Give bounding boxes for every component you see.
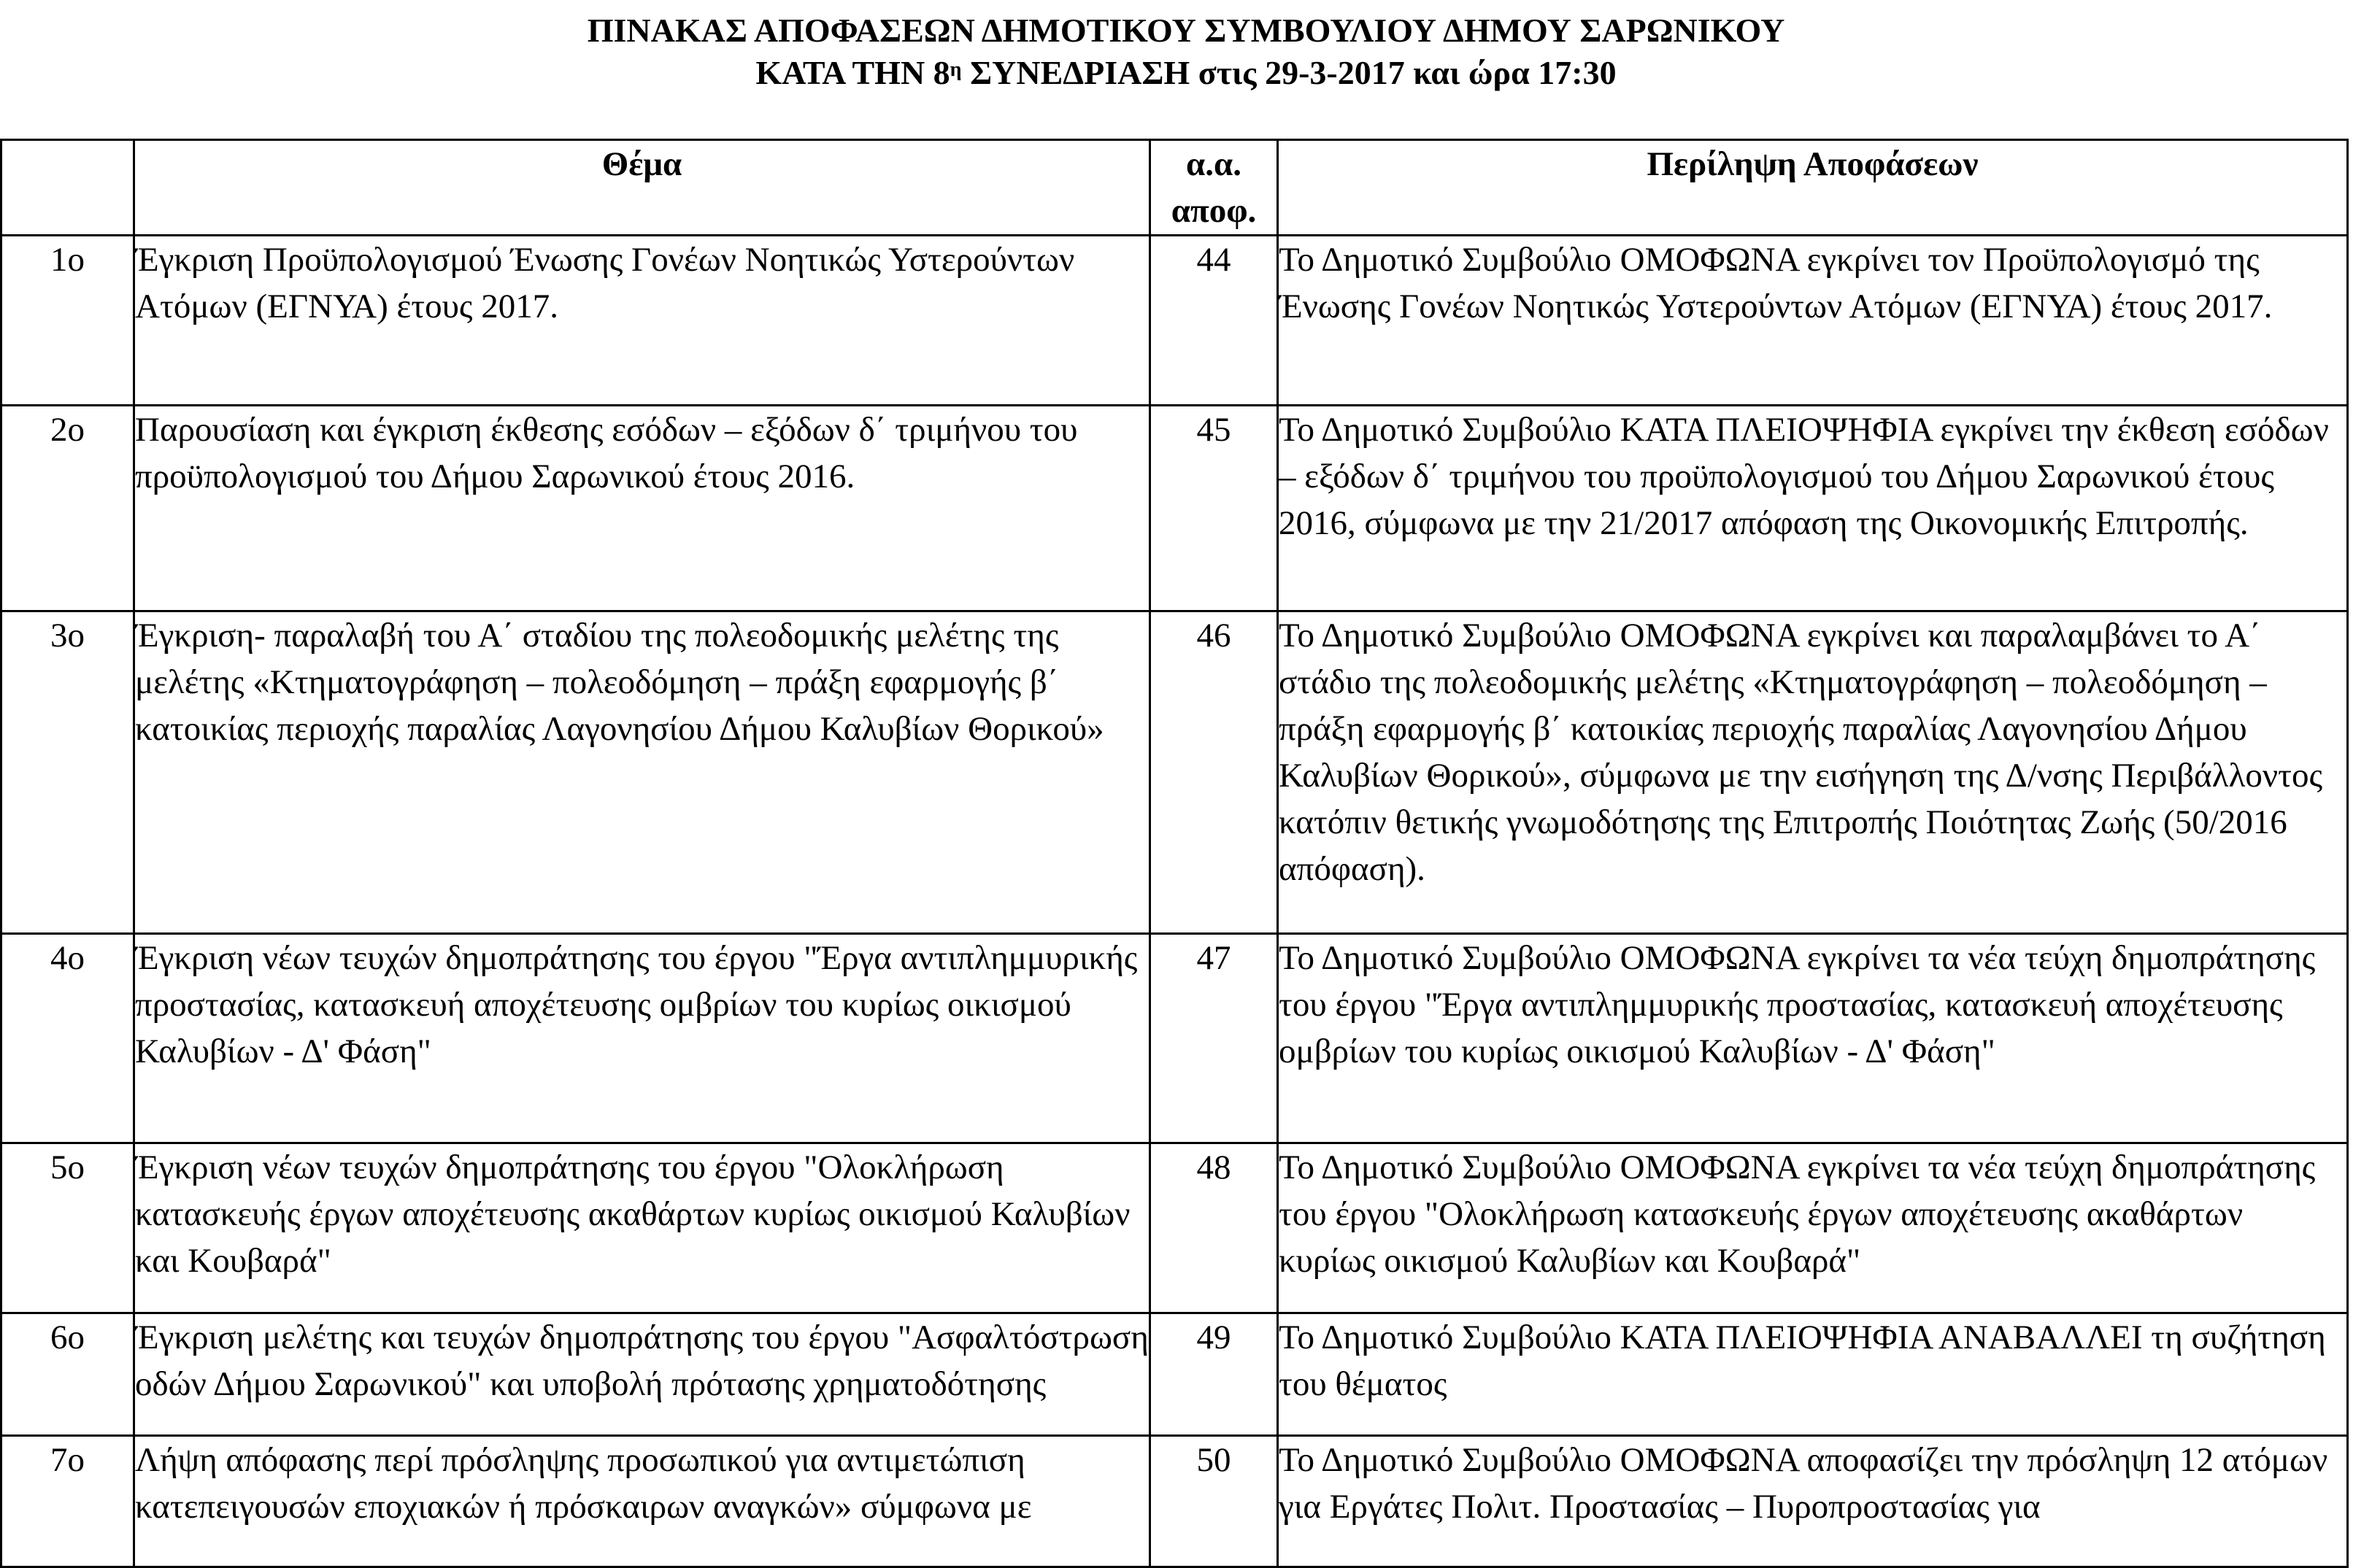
header-decision-number [1150, 140, 1278, 236]
row-number: 6ο [1, 1313, 134, 1436]
row-decision-number: 50 [1150, 1436, 1278, 1567]
row-decision-number: 46 [1150, 611, 1278, 934]
row-summary: Το Δημοτικό Συμβούλιο ΚΑΤΑ ΠΛΕΙΟΨΗΦΙΑ εγκρίνει την έκθεση εσόδων – εξόδων δ΄ τριμήνου του προϋπολογισμού του Δήμου Σαρωνικού έτους 2016, σύμφωνα με την 21/2017 απόφαση της Οικονομικής Επιτροπής. [1278, 406, 2348, 611]
row-number: 5ο [1, 1143, 134, 1313]
table-row [1, 1436, 2348, 1567]
session-subtitle [0, 53, 2372, 93]
row-subject: Έγκριση Προϋπολογισμού Ένωσης Γονέων Νοητικώς Υστερούντων Ατόμων (ΕΓΝΥΑ) έτους 2017. [134, 236, 1150, 406]
table-row [1, 611, 2348, 934]
row-subject: Έγκριση νέων τευχών δημοπράτησης του έργου "Έργα αντιπλημμυρικής προστασίας, κατασκευή αποχέτευσης ομβρίων του κυρίως οικισμού Καλυβίων - Δ' Φάση" [134, 934, 1150, 1143]
row-decision-number: 48 [1150, 1143, 1278, 1313]
table-row [1, 406, 2348, 611]
row-summary: Το Δημοτικό Συμβούλιο ΚΑΤΑ ΠΛΕΙΟΨΗΦΙΑ ΑΝΑΒΑΛΛΕΙ τη συζήτηση του θέματος [1278, 1313, 2348, 1436]
row-summary: Το Δημοτικό Συμβούλιο ΟΜΟΦΩΝΑ εγκρίνει τον Προϋπολογισμό της Ένωσης Γονέων Νοητικώς Υστερούντων Ατόμων (ΕΓΝΥΑ) έτους 2017. [1278, 236, 2348, 406]
table-row [1, 236, 2348, 406]
row-number: 3ο [1, 611, 134, 934]
decisions-table [0, 139, 2349, 1568]
subtitle-suffix: ΣΥΝΕΔΡΙΑΣΗ στις 29-3-2017 και ώρα 17:30 [961, 54, 1617, 91]
subtitle-prefix: ΚΑΤΑ ΤΗΝ 8 [755, 54, 950, 91]
row-number: 4ο [1, 934, 134, 1143]
row-summary: Το Δημοτικό Συμβούλιο ΟΜΟΦΩΝΑ εγκρίνει και παραλαμβάνει το Α΄ στάδιο της πολεοδομικής μελέτης «Κτηματογράφηση – πολεοδόμηση – πράξη εφαρμογής β΄ κατοικίας περιοχής παραλίας Λαγονησίου Δήμου Καλυβίων Θορικού», σύμφωνα με την εισήγηση της Δ/νσης Περιβάλλοντος κατόπιν θετικής γνωμοδότησης της Επιτροπής Ποιότητας Ζωής (50/2016 απόφαση). [1278, 611, 2348, 934]
row-subject: Λήψη απόφασης περί πρόσληψης προσωπικού για αντιμετώπιση κατεπειγουσών εποχιακών ή πρόσκαιρων αναγκών» σύμφωνα με [134, 1436, 1150, 1567]
row-subject: Έγκριση μελέτης και τευχών δημοπράτησης του έργου "Ασφαλτόστρωση οδών Δήμου Σαρωνικού" και υποβολή πρότασης χρηματοδότησης [134, 1313, 1150, 1436]
table-row [1, 1313, 2348, 1436]
header-subject: Θέμα [134, 140, 1150, 236]
table-row [1, 934, 2348, 1143]
row-summary: Το Δημοτικό Συμβούλιο ΟΜΟΦΩΝΑ αποφασίζει την πρόσληψη 12 ατόμων για Εργάτες Πολιτ. Προστασίας – Πυροπροστασίας για [1278, 1436, 2348, 1567]
row-summary: Το Δημοτικό Συμβούλιο ΟΜΟΦΩΝΑ εγκρίνει τα νέα τεύχη δημοπράτησης του έργου "Έργα αντιπλημμυρικής προστασίας, κατασκευή αποχέτευσης ομβρίων του κυρίως οικισμού Καλυβίων - Δ' Φάση" [1278, 934, 2348, 1143]
header-decision-number-line1: α.α. [1186, 145, 1241, 183]
row-decision-number: 44 [1150, 236, 1278, 406]
row-subject: Έγκριση νέων τευχών δημοπράτησης του έργου "Ολοκλήρωση κατασκευής έργων αποχέτευσης ακαθάρτων κυρίως οικισμού Καλυβίων και Κουβαρά" [134, 1143, 1150, 1313]
row-decision-number: 47 [1150, 934, 1278, 1143]
table-header-row [1, 140, 2348, 236]
row-decision-number: 49 [1150, 1313, 1278, 1436]
row-subject: Έγκριση- παραλαβή του Α΄ σταδίου της πολεοδομικής μελέτης της μελέτης «Κτηματογράφηση – πολεοδόμηση – πράξη εφαρμογής β΄ κατοικίας περιοχής παραλίας Λαγονησίου Δήμου Καλυβίων Θορικού» [134, 611, 1150, 934]
header-number [1, 140, 134, 236]
header-summary: Περίληψη Αποφάσεων [1278, 140, 2348, 236]
row-number: 1ο [1, 236, 134, 406]
header-decision-number-line2: αποφ. [1171, 192, 1257, 230]
row-number: 2ο [1, 406, 134, 611]
ordinal-superscript: η [950, 58, 962, 81]
document-title: ΠΙΝΑΚΑΣ ΑΠΟΦΑΣΕΩΝ ΔΗΜΟΤΙΚΟΥ ΣΥΜΒΟΥΛΙΟΥ ΔΗΜΟΥ ΣΑΡΩΝΙΚΟΥ [587, 12, 1785, 49]
row-decision-number: 45 [1150, 406, 1278, 611]
row-subject: Παρουσίαση και έγκριση έκθεσης εσόδων – εξόδων δ΄ τριμήνου του προϋπολογισμού του Δήμου Σαρωνικού έτους 2016. [134, 406, 1150, 611]
row-summary: Το Δημοτικό Συμβούλιο ΟΜΟΦΩΝΑ εγκρίνει τα νέα τεύχη δημοπράτησης του έργου "Ολοκλήρωση κατασκευής έργων αποχέτευσης ακαθάρτων κυρίως οικισμού Καλυβίων και Κουβαρά" [1278, 1143, 2348, 1313]
table-row [1, 1143, 2348, 1313]
row-number: 7ο [1, 1436, 134, 1567]
